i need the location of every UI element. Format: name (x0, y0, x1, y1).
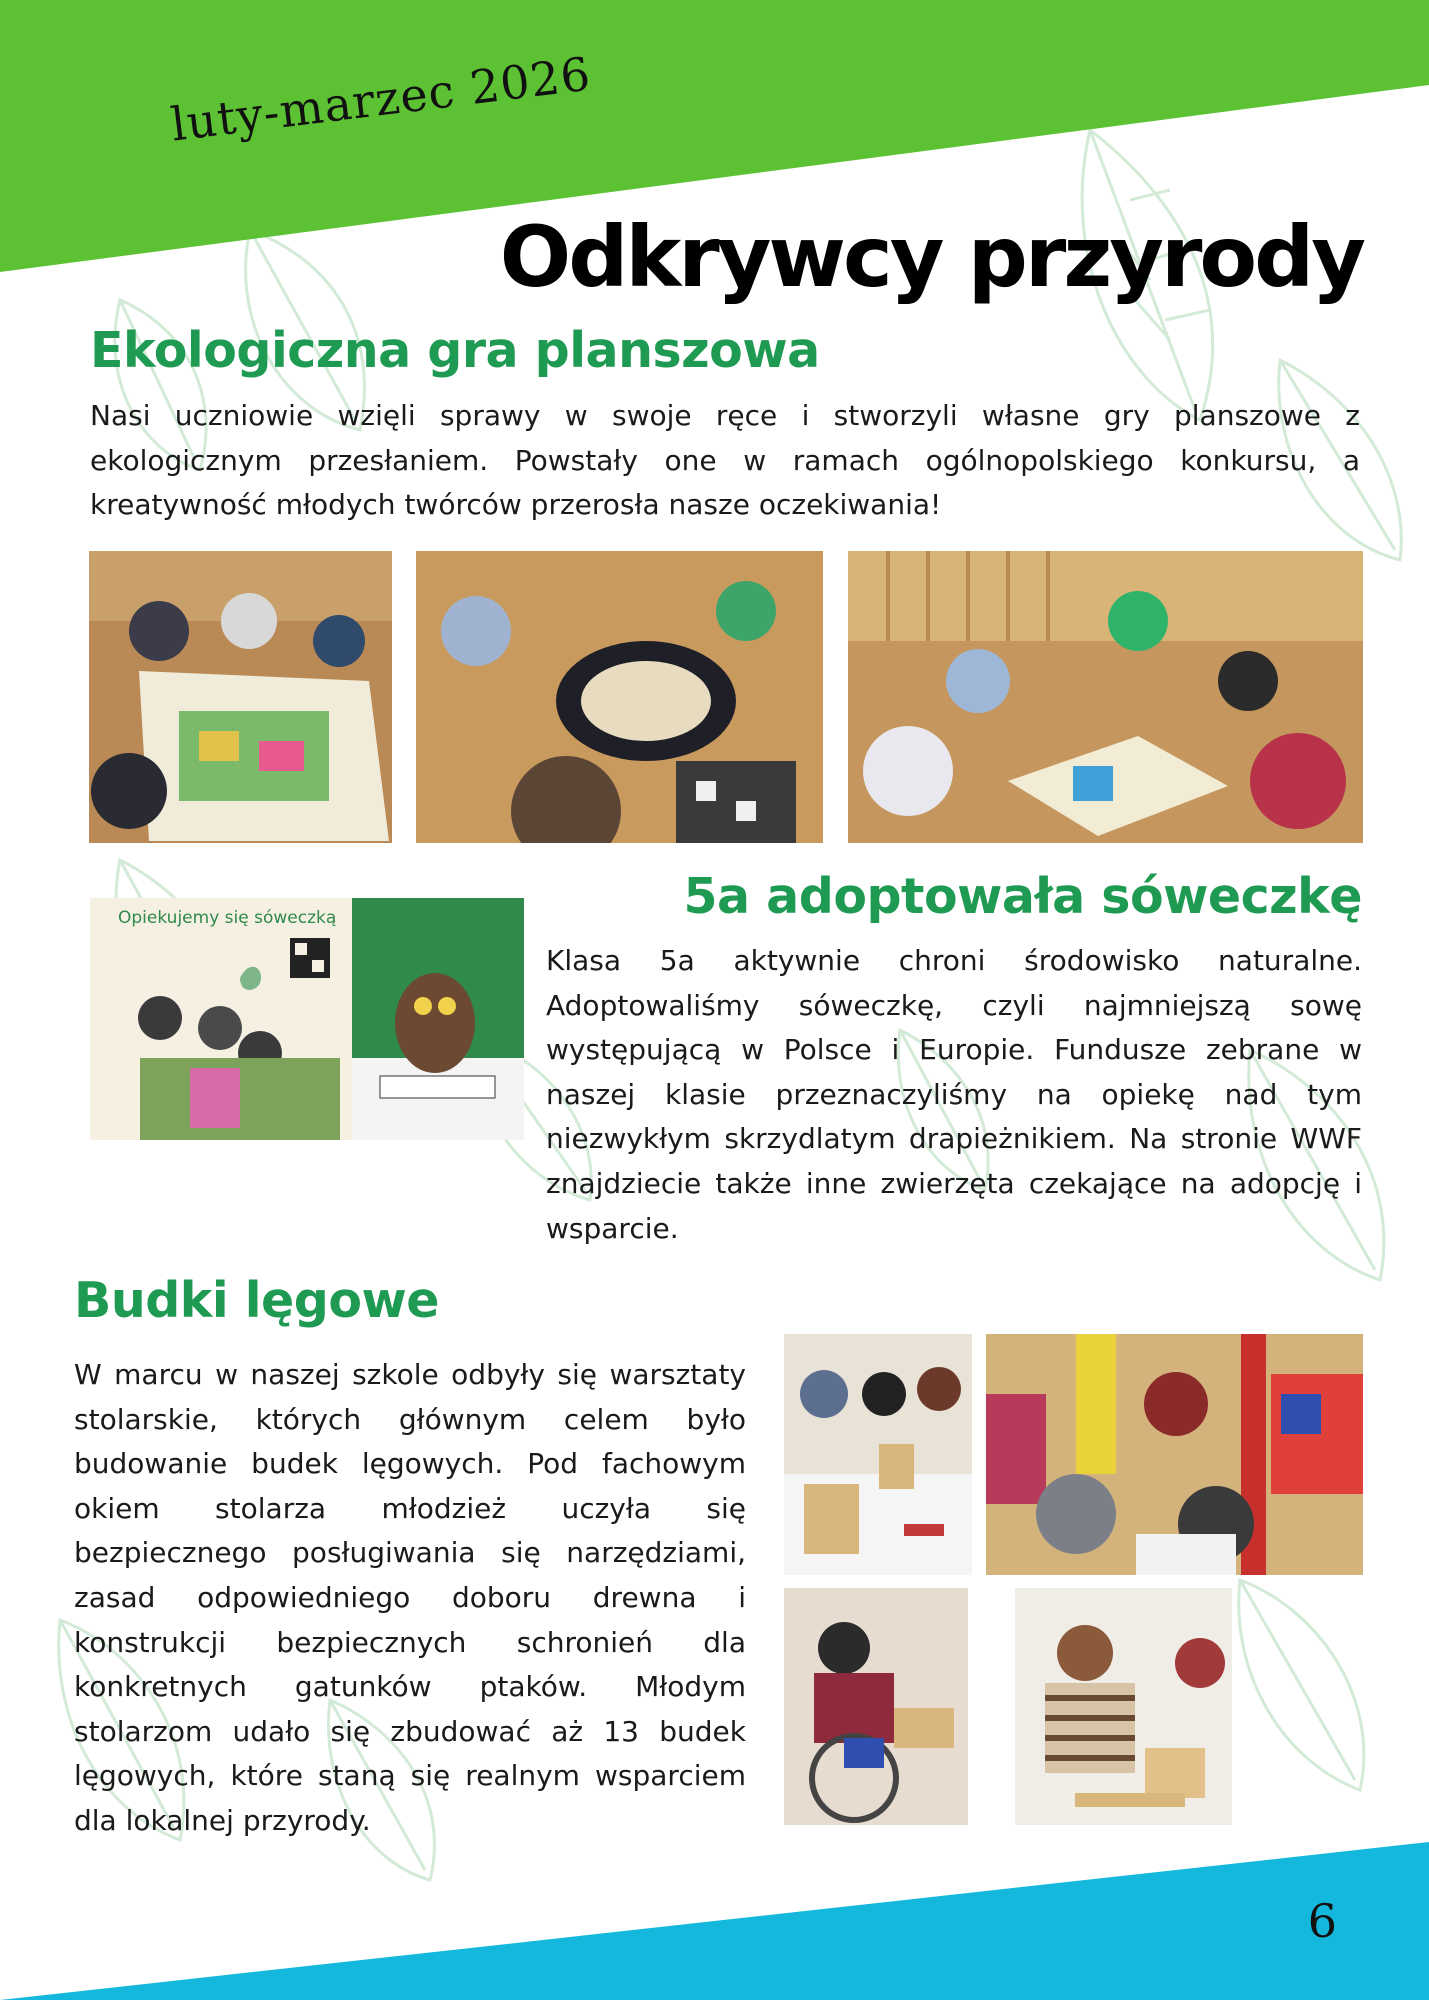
photo-board-game-1 (89, 551, 392, 843)
photo-workshop-4 (1015, 1588, 1232, 1825)
page-title: Odkrywcy przyrody (499, 208, 1363, 306)
section-text-board-game: Nasi uczniowie wzięli sprawy w swoje ręce i stworzyli własne gry planszowe z ekologicznym przesłaniem. Powstały one w ramach ogólnopolskiego konkursu, a kreatywność młodych twórców przerosła nasze oczekiwania! (90, 399, 1360, 522)
page-number: 6 (1307, 1894, 1337, 1948)
photo-board-game-3 (848, 551, 1363, 843)
section-heading-owl: 5a adoptowała sóweczkę (683, 868, 1362, 925)
bottom-blue-band (0, 1842, 1429, 2000)
photo-workshop-2 (986, 1334, 1363, 1575)
poster-caption: Opiekujemy się sóweczką (118, 908, 337, 928)
photo-workshop-3 (784, 1588, 968, 1825)
section-heading-board-game: Ekologiczna gra planszowa (90, 322, 820, 379)
section-heading-nest-boxes: Budki lęgowe (74, 1272, 440, 1329)
section-text-nest-boxes: W marcu w naszej szkole odbyły się warsztaty stolarskie, których głównym celem było budowanie budek lęgowych. Pod fachowym okiem stolarza młodzież uczyła się bezpiecznego posługiwania się narzędziami, zasad odpowiedniego doboru drewna i konstrukcji bezpiecznych schronień dla konkretnych gatunków ptaków. Młodym stolarzom udało się zbudować aż 13 budek lęgowych, które staną się realnym wsparciem dla lokalnej przyrody. (74, 1358, 746, 1837)
issue-date: luty-marzec 2026 (168, 46, 594, 152)
photo-board-game-2 (416, 551, 823, 843)
owl-adoption-poster (90, 898, 524, 1140)
section-text-owl: Klasa 5a aktywnie chroni środowisko naturalne. Adoptowaliśmy sóweczkę, czyli najmniejszą sowę występującą w Polsce i Europie. Fundusze zebrane w naszej klasie przeznaczyliśmy na opiekę nad tym niezwykłym skrzydlatym drapieżnikiem. Na stronie WWF znajdziecie także inne zwierzęta czekające na adopcję i wsparcie. (546, 944, 1362, 1245)
photo-workshop-1 (784, 1334, 972, 1575)
